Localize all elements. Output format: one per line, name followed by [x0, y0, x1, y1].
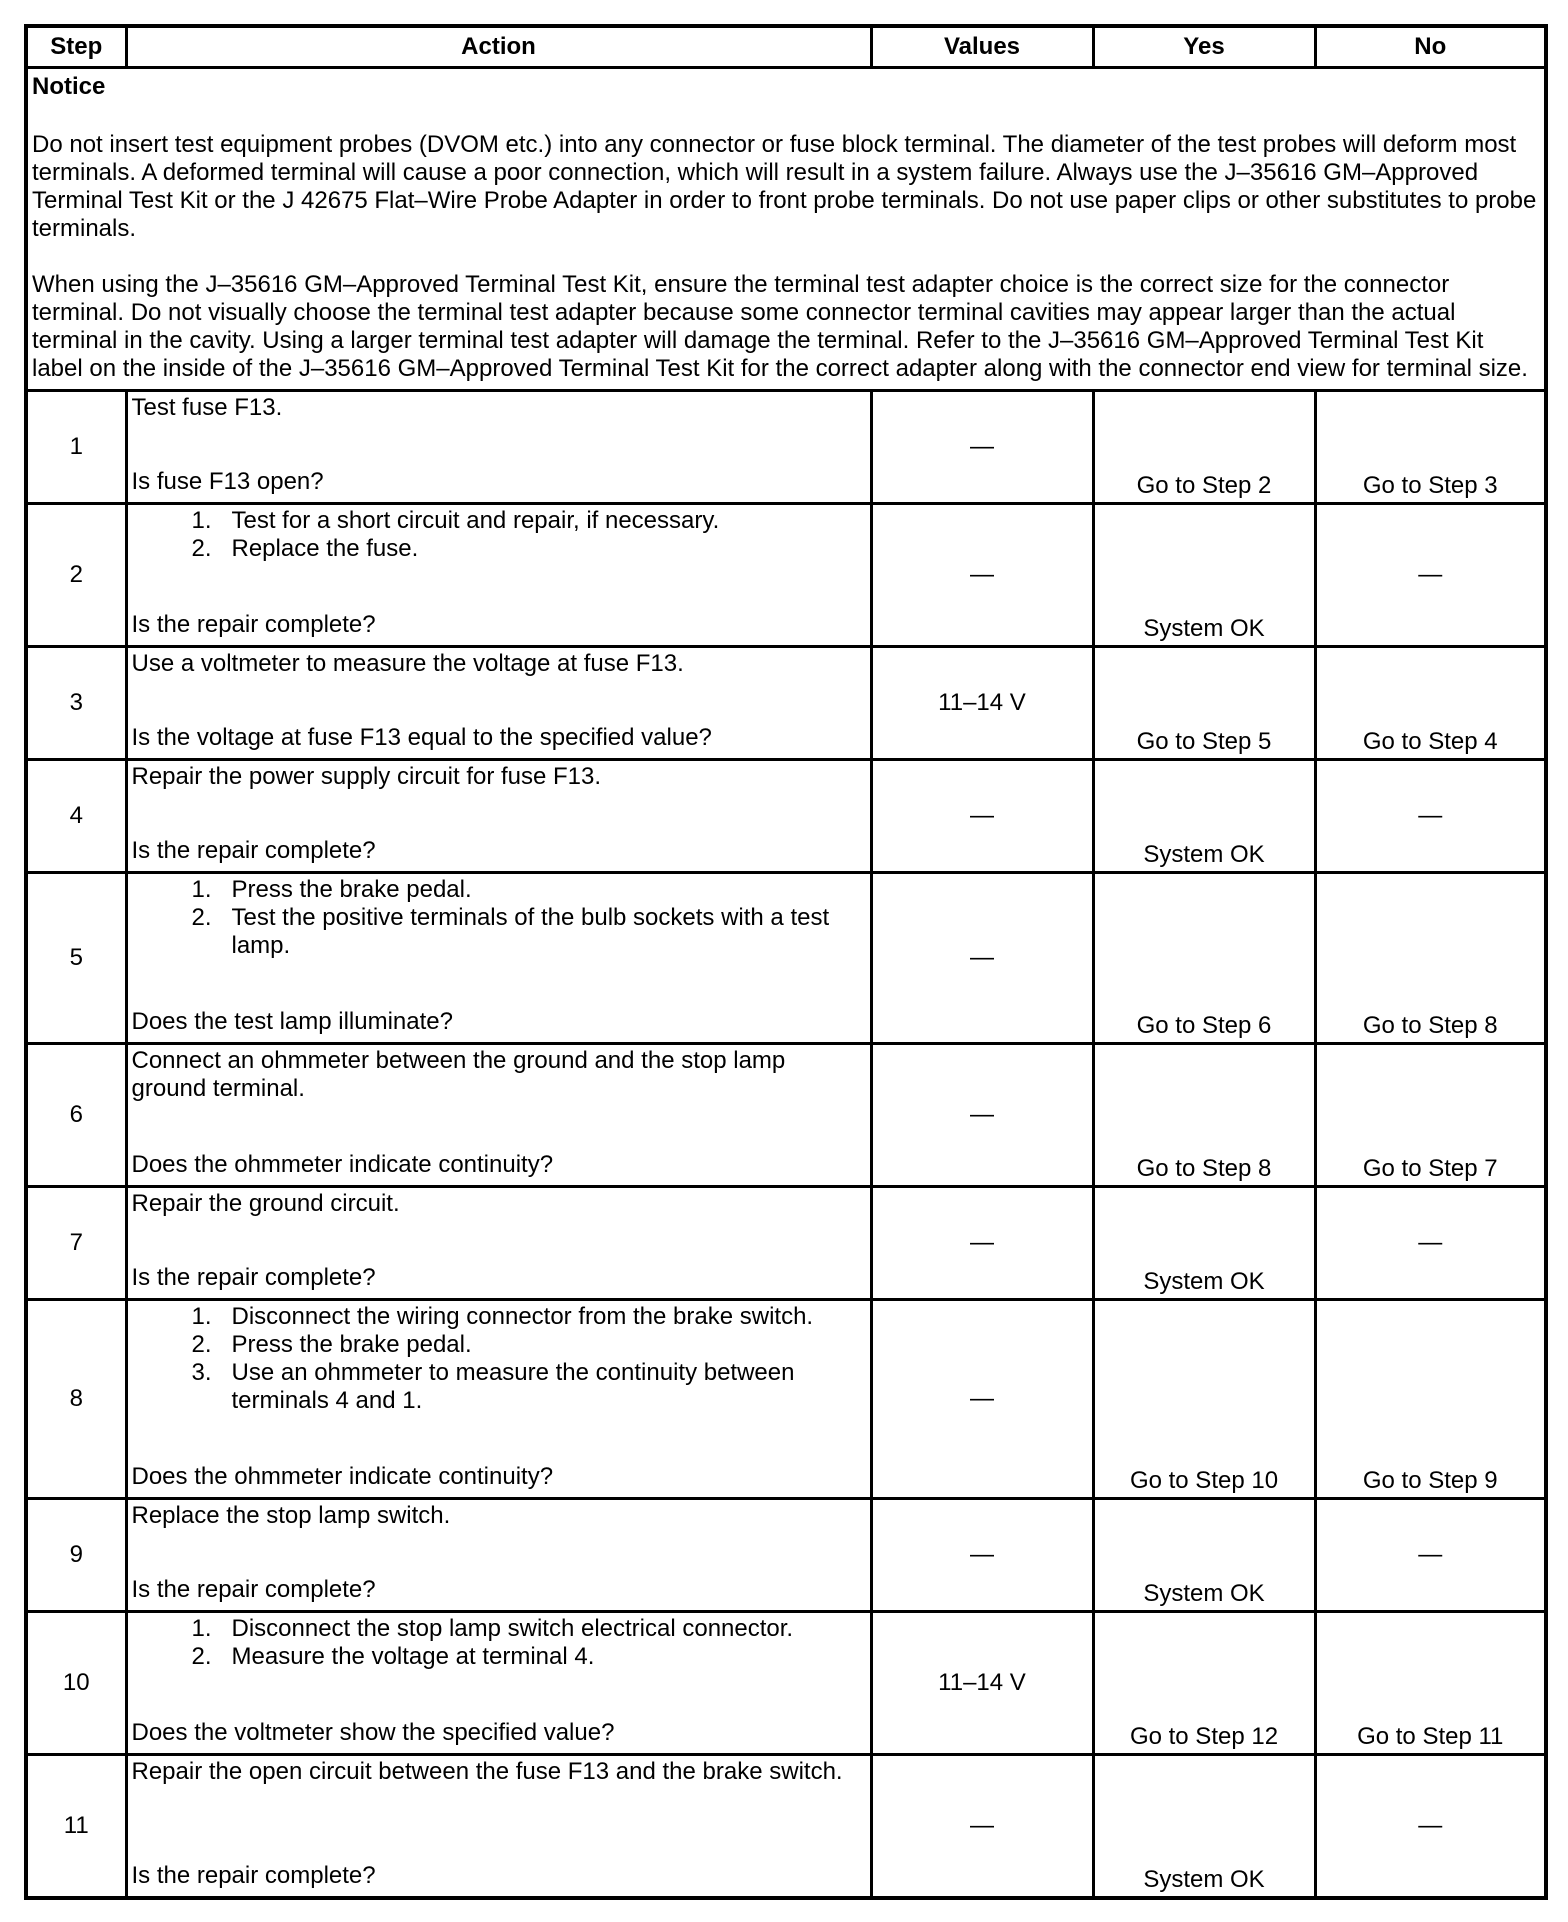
list-item-text: Measure the voltage at terminal 4.: [231, 1643, 595, 1670]
table-row: [26, 873, 1546, 1044]
notice-row: [26, 68, 1546, 391]
header-row: [26, 26, 1546, 68]
values-cell: —: [871, 504, 1093, 647]
action-question: Does the test lamp illuminate?: [131, 1008, 453, 1035]
step-number: 11: [26, 1755, 126, 1899]
action-cell: [126, 1300, 871, 1499]
table-row: [26, 504, 1546, 647]
values-cell: —: [871, 1044, 1093, 1187]
action-text: Connect an ohmmeter between the ground and the stop lamp ground terminal.: [131, 1047, 786, 1102]
yes-cell: Go to Step 2: [1093, 391, 1315, 504]
action-list: [132, 507, 866, 563]
values-cell: —: [871, 760, 1093, 873]
diagnostic-table: [24, 24, 1548, 1900]
action-question: Is the repair complete?: [131, 1862, 376, 1889]
values-cell: —: [871, 1300, 1093, 1499]
header-yes: Yes: [1093, 26, 1315, 68]
list-item-text: Disconnect the wiring connector from the brake switch.: [231, 1303, 814, 1330]
step-number: 9: [26, 1499, 126, 1612]
yes-cell: System OK: [1093, 1499, 1315, 1612]
list-item-number: 3.: [191, 1359, 212, 1386]
step-number: 1: [26, 391, 126, 504]
action-cell: [126, 1044, 871, 1187]
step-number: 3: [26, 647, 126, 760]
action-list: [132, 876, 866, 960]
values-cell: 11–14 V: [871, 1612, 1093, 1755]
action-list: [132, 1615, 866, 1671]
list-item-number: 1.: [191, 1303, 212, 1330]
action-text: Repair the ground circuit.: [131, 1190, 400, 1217]
no-cell: Go to Step 11: [1315, 1612, 1546, 1755]
values-cell: —: [871, 1755, 1093, 1899]
no-cell: Go to Step 9: [1315, 1300, 1546, 1499]
values-cell: —: [871, 1499, 1093, 1612]
notice-cell: [26, 68, 1546, 391]
list-item: [192, 1643, 866, 1671]
no-cell: —: [1315, 504, 1546, 647]
list-item-number: 2.: [191, 904, 212, 931]
list-item: [192, 1359, 866, 1415]
action-question: Is the repair complete?: [131, 1576, 376, 1603]
values-cell: —: [871, 873, 1093, 1044]
table-row: [26, 1044, 1546, 1187]
list-item-text: Use an ohmmeter to measure the continuity between terminals 4 and 1.: [231, 1359, 795, 1414]
list-item-number: 1.: [191, 876, 212, 903]
action-question: Is the repair complete?: [131, 611, 376, 638]
list-item-text: Replace the fuse.: [231, 535, 419, 562]
action-question: Does the voltmeter show the specified value?: [131, 1719, 615, 1746]
table-row: [26, 760, 1546, 873]
action-cell: [126, 504, 871, 647]
action-cell: [126, 1499, 871, 1612]
table-row: [26, 647, 1546, 760]
action-question: Is the voltage at fuse F13 equal to the specified value?: [131, 724, 712, 751]
action-cell: [126, 1187, 871, 1300]
action-cell: [126, 873, 871, 1044]
no-cell: —: [1315, 760, 1546, 873]
list-item-number: 2.: [191, 1643, 212, 1670]
list-item: [192, 1303, 866, 1331]
step-number: 8: [26, 1300, 126, 1499]
no-cell: —: [1315, 1499, 1546, 1612]
table-row: [26, 1612, 1546, 1755]
list-item-number: 2.: [191, 1331, 212, 1358]
yes-cell: System OK: [1093, 1187, 1315, 1300]
action-question: Is the repair complete?: [131, 1264, 376, 1291]
step-number: 4: [26, 760, 126, 873]
notice-title: Notice: [32, 73, 106, 100]
header-values: Values: [871, 26, 1093, 68]
no-cell: Go to Step 7: [1315, 1044, 1546, 1187]
yes-cell: System OK: [1093, 760, 1315, 873]
no-cell: Go to Step 3: [1315, 391, 1546, 504]
table-row: [26, 1300, 1546, 1499]
yes-cell: Go to Step 8: [1093, 1044, 1315, 1187]
list-item: [192, 876, 866, 904]
action-cell: [126, 391, 871, 504]
header-step: Step: [26, 26, 126, 68]
step-number: 2: [26, 504, 126, 647]
action-cell: [126, 1755, 871, 1899]
yes-cell: Go to Step 6: [1093, 873, 1315, 1044]
yes-cell: System OK: [1093, 504, 1315, 647]
list-item-text: Test for a short circuit and repair, if necessary.: [231, 507, 720, 534]
action-text: Replace the stop lamp switch.: [131, 1502, 451, 1529]
no-cell: —: [1315, 1187, 1546, 1300]
notice-paragraph-1: Do not insert test equipment probes (DVOM etc.) into any connector or fuse block terminal. The diameter of the test probes will deform most terminals. A deformed terminal will cause a poor connection, which will result in a system failure. Always use the J–35616 GM–Approved Terminal Test Kit or the J 42675 Flat–Wire Probe Adapter in order to front probe terminals. Do not use paper clips or other substitutes to probe terminals.: [32, 131, 1537, 242]
step-number: 10: [26, 1612, 126, 1755]
action-question: Does the ohmmeter indicate continuity?: [131, 1151, 554, 1178]
values-cell: —: [871, 391, 1093, 504]
yes-cell: System OK: [1093, 1755, 1315, 1899]
action-list: [132, 1303, 866, 1415]
table-row: [26, 391, 1546, 504]
list-item-number: 1.: [191, 1615, 212, 1642]
values-cell: 11–14 V: [871, 647, 1093, 760]
no-cell: Go to Step 4: [1315, 647, 1546, 760]
list-item: [192, 1331, 866, 1359]
action-text: Test fuse F13.: [131, 394, 283, 421]
list-item-text: Press the brake pedal.: [231, 876, 472, 903]
action-cell: [126, 760, 871, 873]
yes-cell: Go to Step 12: [1093, 1612, 1315, 1755]
step-number: 7: [26, 1187, 126, 1300]
notice-paragraph-2: When using the J–35616 GM–Approved Terminal Test Kit, ensure the terminal test adapter choice is the correct size for the connector terminal. Do not visually choose the terminal test adapter because some connector terminal cavities may appear larger than the actual terminal in the cavity. Using a larger terminal test adapter will damage the terminal. Refer to the J–35616 GM–Approved Terminal Test Kit label on the inside of the J–35616 GM–Approved Terminal Test Kit for the correct adapter along with the connector end view for terminal size.: [32, 271, 1528, 382]
values-cell: —: [871, 1187, 1093, 1300]
action-question: Is the repair complete?: [131, 837, 376, 864]
list-item-number: 2.: [191, 535, 212, 562]
list-item-text: Disconnect the stop lamp switch electrical connector.: [231, 1615, 794, 1642]
action-text: Repair the open circuit between the fuse F13 and the brake switch.: [131, 1758, 843, 1785]
list-item: [192, 535, 866, 563]
table-row: [26, 1499, 1546, 1612]
yes-cell: Go to Step 5: [1093, 647, 1315, 760]
list-item: [192, 507, 866, 535]
action-cell: [126, 647, 871, 760]
list-item-text: Test the positive terminals of the bulb sockets with a test lamp.: [231, 904, 830, 959]
header-no: No: [1315, 26, 1546, 68]
header-action: Action: [126, 26, 871, 68]
page: [24, 24, 1544, 1900]
action-cell: [126, 1612, 871, 1755]
step-number: 6: [26, 1044, 126, 1187]
action-text: Repair the power supply circuit for fuse F13.: [131, 763, 602, 790]
yes-cell: Go to Step 10: [1093, 1300, 1315, 1499]
action-question: Is fuse F13 open?: [131, 468, 324, 495]
list-item-text: Press the brake pedal.: [231, 1331, 472, 1358]
table-row: [26, 1755, 1546, 1899]
action-text: Use a voltmeter to measure the voltage at fuse F13.: [131, 650, 684, 677]
list-item: [192, 1615, 866, 1643]
table-row: [26, 1187, 1546, 1300]
no-cell: —: [1315, 1755, 1546, 1899]
action-question: Does the ohmmeter indicate continuity?: [131, 1463, 554, 1490]
list-item-number: 1.: [191, 507, 212, 534]
no-cell: Go to Step 8: [1315, 873, 1546, 1044]
step-number: 5: [26, 873, 126, 1044]
list-item: [192, 904, 866, 960]
